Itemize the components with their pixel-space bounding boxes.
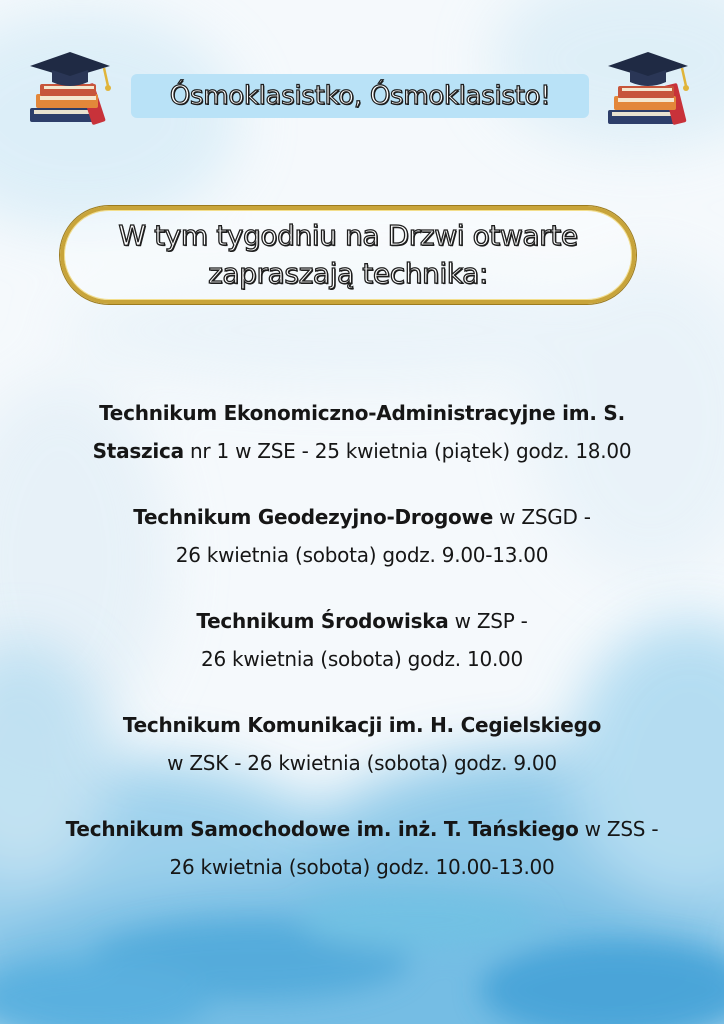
- school-name-cont: Staszica: [92, 439, 184, 463]
- books-graduation-cap-icon: [598, 44, 702, 136]
- event-details: nr 1 w ZSE - 25 kwietnia (piątek) godz. 18.00: [183, 439, 632, 463]
- banner-line-1: W tym tygodniu na Drzwi otwarte: [118, 219, 578, 252]
- list-item: [0, 706, 724, 782]
- event-details: 26 kwietnia (sobota) godz. 10.00: [200, 647, 524, 671]
- school-name: Technikum Środowiska: [196, 609, 449, 633]
- event-details: 26 kwietnia (sobota) godz. 9.00-13.00: [175, 543, 549, 567]
- school-unit: w ZSS -: [578, 817, 659, 841]
- open-days-list: [0, 394, 724, 914]
- school-unit: w ZSP -: [448, 609, 528, 633]
- banner-line-2: zapraszają technika:: [208, 257, 488, 290]
- school-name: Technikum Samochodowe im. inż. T. Tańskiego: [65, 817, 579, 841]
- school-name: Technikum Komunikacji im. H. Cegielskiego: [122, 713, 602, 737]
- books-graduation-cap-icon: [22, 44, 126, 136]
- school-unit: w ZSGD -: [493, 505, 591, 529]
- list-item: [0, 602, 724, 678]
- event-details: 26 kwietnia (sobota) godz. 10.00-13.00: [169, 855, 555, 879]
- header-title: Ósmoklasistko, Ósmoklasisto!: [169, 81, 551, 111]
- list-item: [0, 394, 724, 470]
- invitation-banner: [60, 206, 636, 304]
- list-item: [0, 810, 724, 886]
- list-item: [0, 498, 724, 574]
- header-pill: [131, 74, 589, 118]
- school-name: Technikum Ekonomiczno-Administracyjne im. S.: [99, 401, 625, 425]
- school-name: Technikum Geodezyjno-Drogowe: [133, 505, 494, 529]
- event-details: w ZSK - 26 kwietnia (sobota) godz. 9.00: [167, 751, 557, 775]
